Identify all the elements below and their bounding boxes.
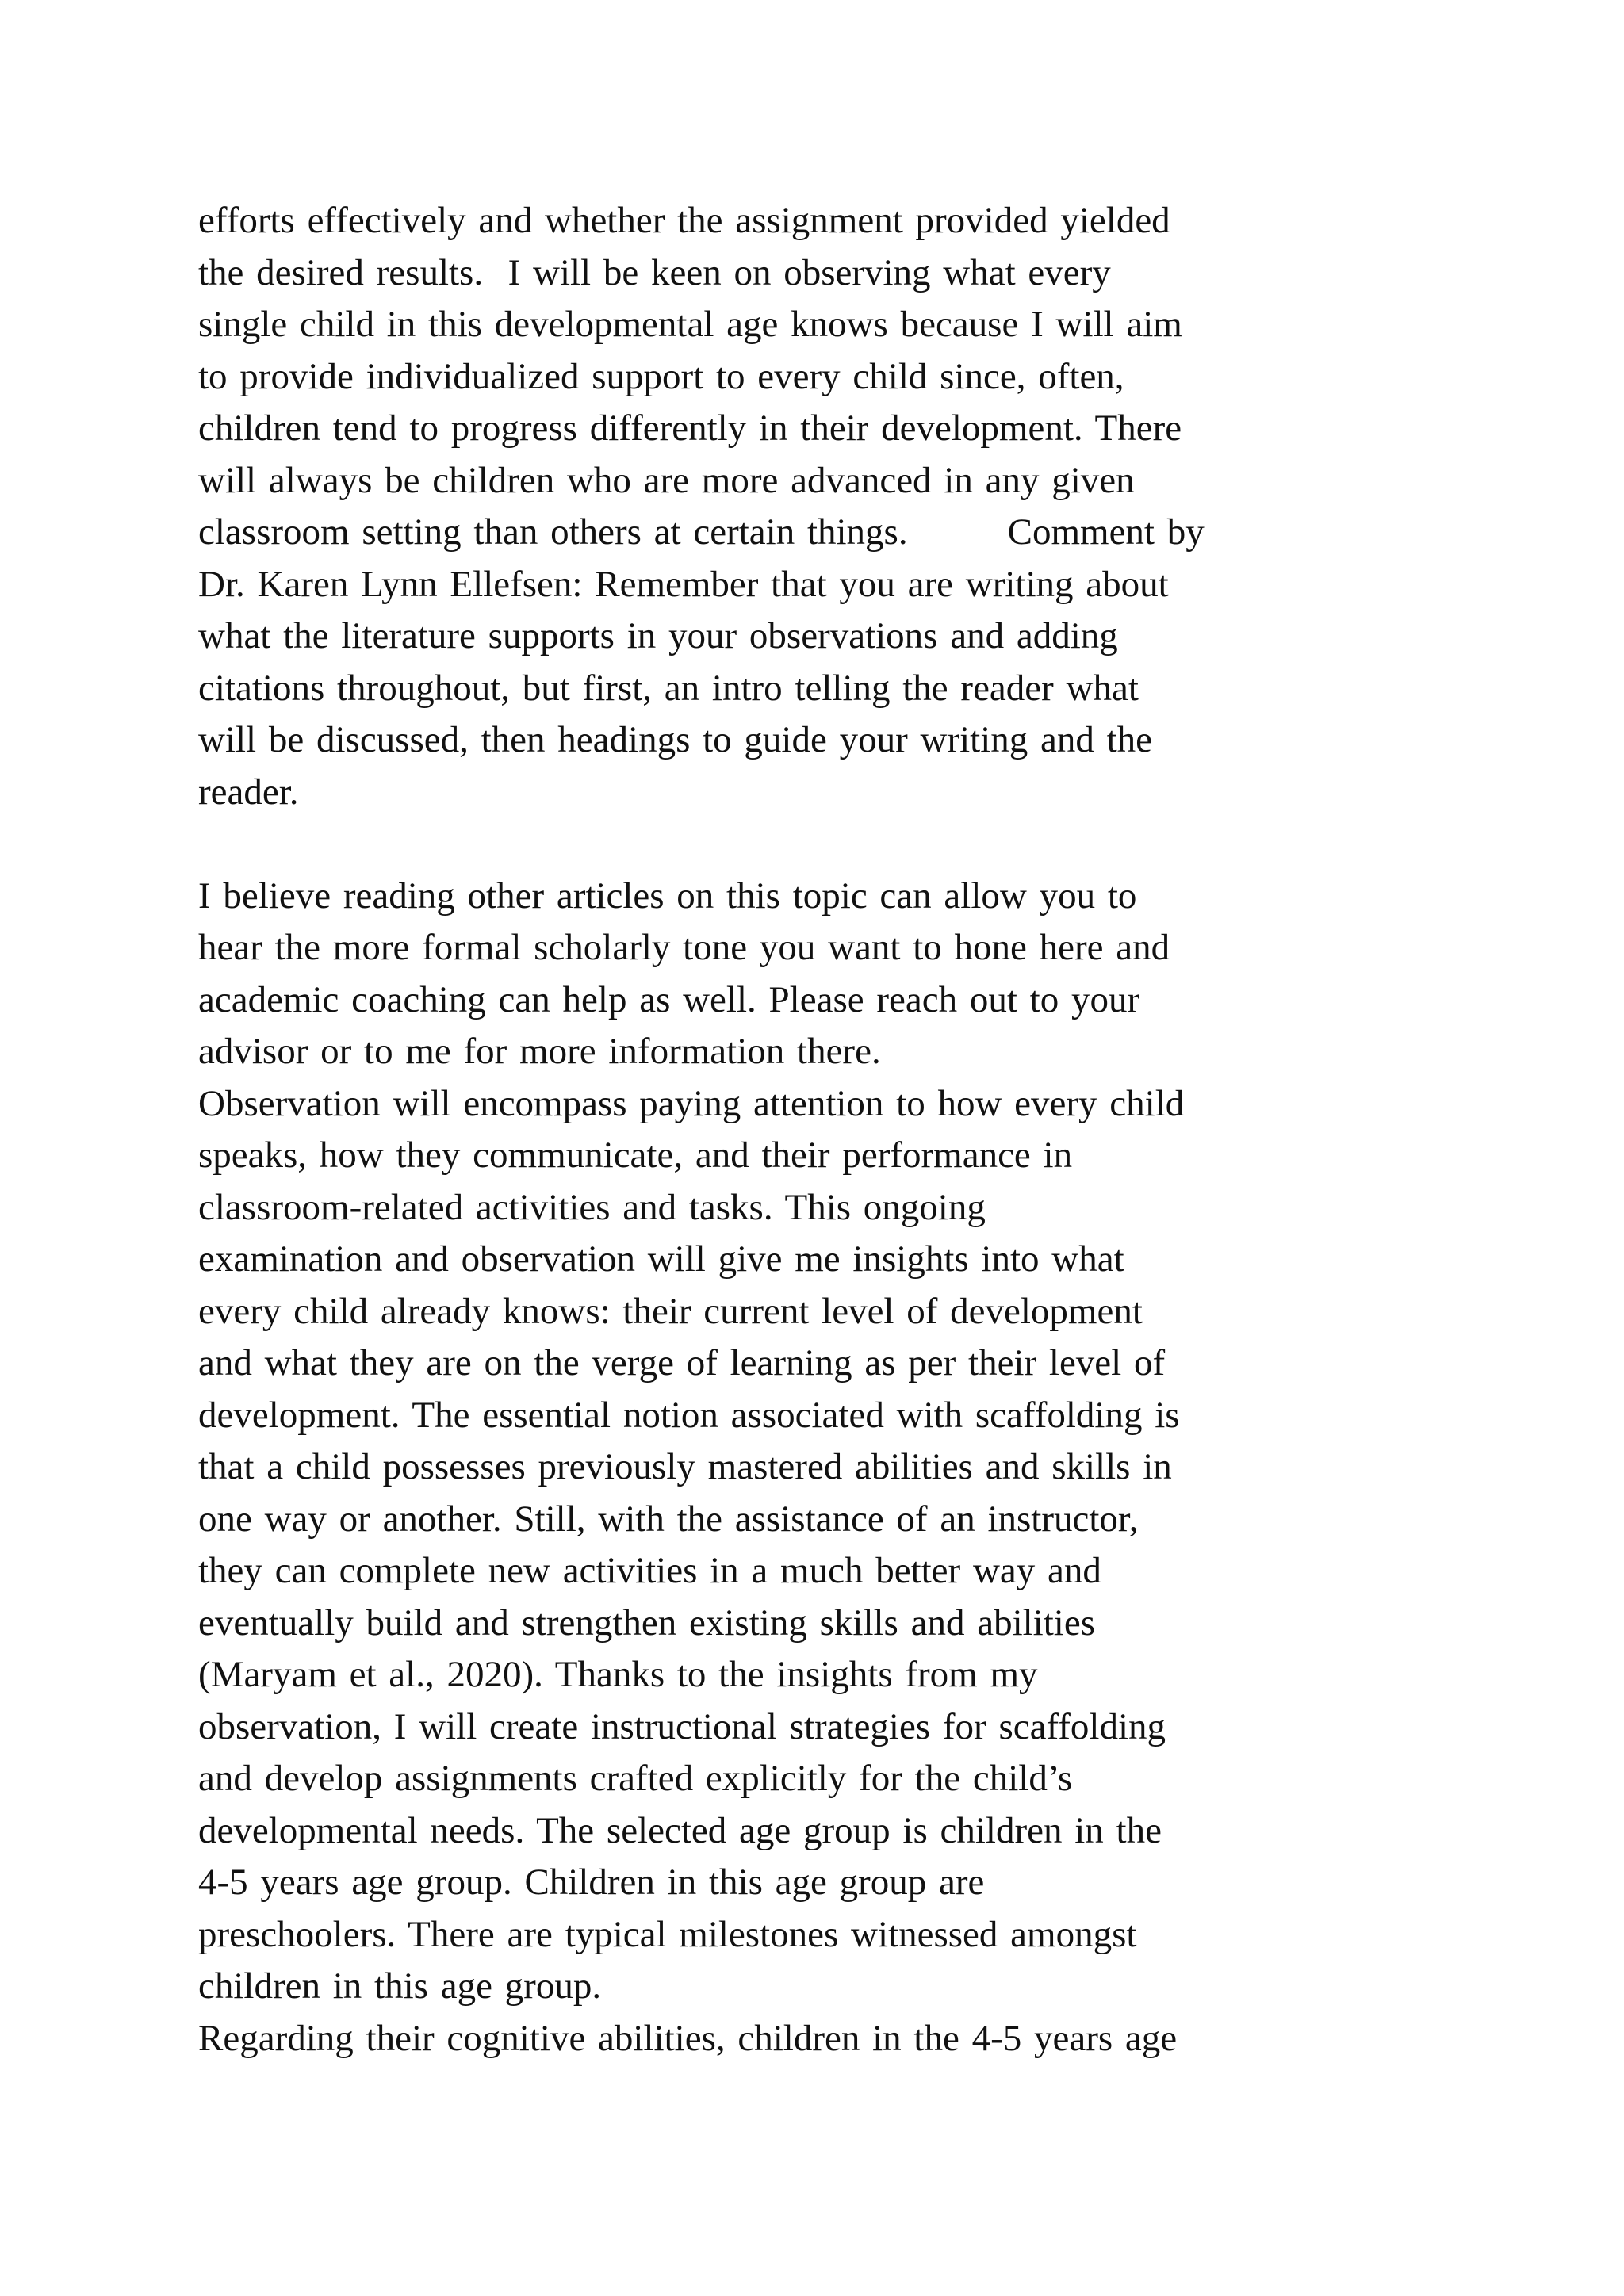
paragraph-spacer — [198, 818, 1499, 871]
text-line: and develop assignments crafted explicitly for the child’s — [198, 1758, 1073, 1799]
text-line: and what they are on the verge of learning as per their level of — [198, 1342, 1166, 1383]
text-line: speaks, how they communicate, and their performance in — [198, 1135, 1073, 1176]
text-line: eventually build and strengthen existing skills and abilities — [198, 1601, 1096, 1644]
text-line: 4-5 years age group. Children in this age group are — [198, 1862, 985, 1903]
text-line: hear the more formal scholarly tone you want to hone here and — [198, 927, 1170, 968]
text-line: single child in this developmental age knows because I will aim — [198, 304, 1182, 345]
text-line: observation, I will create instructional strategies for scaffolding — [198, 1705, 1166, 1747]
text-line: every child already knows: their current level of development — [198, 1290, 1143, 1332]
text-line: they can complete new activities in a much better way and — [198, 1550, 1101, 1591]
text-line: efforts effectively and whether the assignment provided yielded — [198, 200, 1170, 241]
text-line: developmental needs. The selected age group is children in the — [198, 1809, 1162, 1851]
text-line: that a child possesses previously mastered abilities and skills in — [198, 1446, 1172, 1487]
text-line: will always be children who are more advanced in any given — [198, 459, 1135, 501]
text-line: to provide individualized support to every child since, often, — [198, 355, 1124, 397]
paragraph — [198, 2013, 1499, 2065]
text-line: academic coaching can help as well. Please reach out to your — [198, 978, 1140, 1020]
text-line: Regarding their cognitive abilities, children in the 4-5 years age — [198, 2017, 1178, 2059]
text-line: children in this age group. — [198, 1965, 602, 2007]
paragraph — [198, 871, 1499, 1078]
document-body — [198, 195, 1499, 2064]
text-line: children tend to progress differently in their development. There — [198, 408, 1182, 449]
text-line: development. The essential notion associated with scaffolding is — [198, 1394, 1180, 1436]
text-line: examination and observation will give me insights into what — [198, 1238, 1124, 1280]
text-line: preschoolers. There are typical milestones witnessed amongst — [198, 1913, 1137, 1955]
paragraph — [198, 195, 1499, 818]
text-line: the desired results. I will be keen on observing what every — [198, 251, 1111, 293]
paragraph — [198, 1078, 1499, 2013]
text-line: one way or another. Still, with the assistance of an instructor, — [198, 1498, 1139, 1540]
text-line: Observation will encompass paying attention to how every child — [198, 1082, 1185, 1124]
text-line: advisor or to me for more information there. — [198, 1031, 881, 1072]
text-line: reader. — [198, 771, 299, 813]
text-line: classroom-related activities and tasks. This ongoing — [198, 1186, 986, 1228]
text-line: citations throughout, but first, an intro telling the reader what — [198, 667, 1139, 709]
comment-marker-line: classroom setting than others at certain things. Comment by — [198, 511, 1205, 553]
text-line: (Maryam et al., 2020). Thanks to the insights from my — [198, 1654, 1038, 1695]
text-line: what the literature supports in your observations and adding — [198, 615, 1118, 656]
text-line: Dr. Karen Lynn Ellefsen: Remember that you are writing about — [198, 563, 1169, 605]
text-line: I believe reading other articles on this topic can allow you to — [198, 874, 1137, 916]
text-line: will be discussed, then headings to guide your writing and the — [198, 719, 1153, 760]
